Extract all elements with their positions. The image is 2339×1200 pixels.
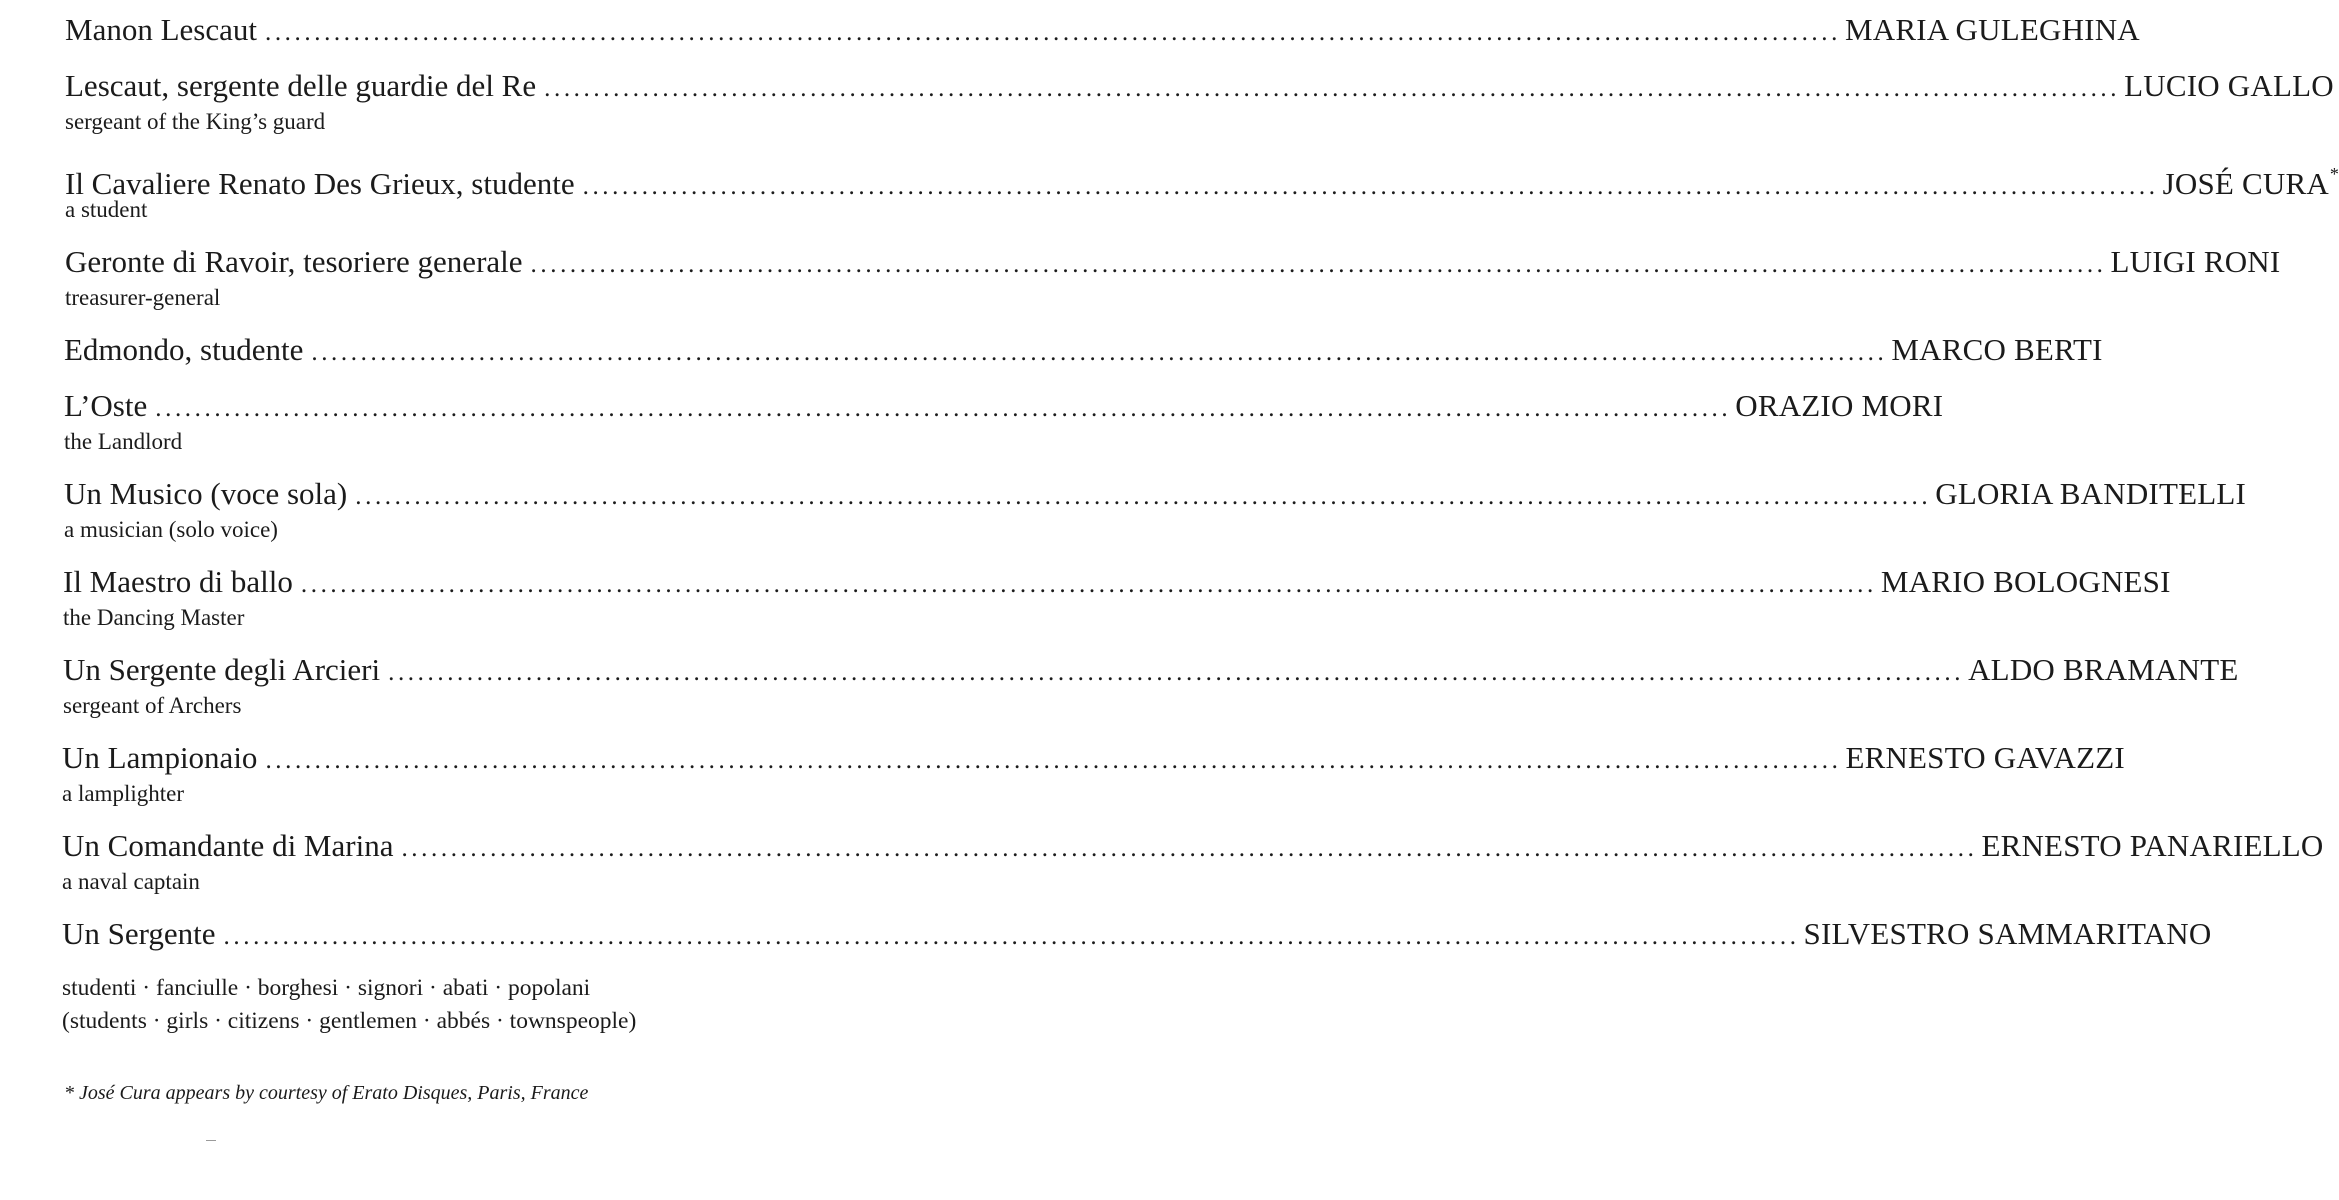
role-name: Un Sergente degli Arcieri [63,652,381,687]
role-name: Il Cavaliere Renato Des Grieux, studente [65,166,575,201]
performer-name: SILVESTRO SAMMARITANO [1803,916,2212,951]
performer-name: MARIA GULEGHINA [1844,12,2140,47]
role-line [65,242,2281,282]
dot-leader: ................................................................................................................................................................ [264,19,1841,46]
footnote: * José Cura appears by courtesy of Erato Disques, Paris, France [64,1082,589,1104]
role-name: Un Lampionaio [62,740,258,775]
role-line [64,330,2103,370]
role-name: Un Sergente [62,916,216,951]
role-line [65,66,2334,106]
performer-name: MARCO BERTI [1891,332,2103,367]
chorus-italian: studenti · fanciulle · borghesi · signori · abati · popolani [62,975,591,1001]
performer-name-text: JOSÉ CURA [2162,166,2329,201]
dot-leader: ................................................................................................................................................................ [544,75,2121,102]
dot-leader: ................................................................................................................................................................ [300,571,1877,598]
dot-leader: ................................................................................................................................................................ [265,747,1842,774]
dot-leader: ................................................................................................................................................................ [155,395,1732,422]
role-line [63,562,2171,602]
role-translation: a musician (solo voice) [64,517,278,542]
role-line [63,650,2239,690]
role-line [65,154,2339,201]
role-name: Un Musico (voce sola) [64,476,348,511]
role-translation: a naval captain [62,869,200,894]
role-translation: the Landlord [64,429,183,454]
role-line [65,10,2140,50]
role-translation: sergeant of the King’s guard [65,109,326,134]
performer-name: LUCIO GALLO [2124,68,2334,103]
role-line [62,826,2324,866]
role-name: Lescaut, sergente delle guardie del Re [65,68,537,103]
dot-leader: ................................................................................................................................................................ [582,173,2159,200]
role-line [64,386,1944,426]
footnote-marker: * [2329,164,2339,184]
performer-name [2163,154,2339,204]
performer-name: LUIGI RONI [2110,244,2281,279]
role-translation: treasurer-general [65,285,221,310]
role-translation: a lamplighter [62,781,184,806]
dot-leader: ................................................................................................................................................................ [223,923,1800,950]
role-name: Manon Lescaut [65,12,257,47]
dot-leader: ................................................................................................................................................................ [355,483,1932,510]
dot-leader: ................................................................................................................................................................ [401,835,1978,862]
role-name: Edmondo, studente [64,332,304,367]
role-translation: sergeant of Archers [63,693,242,718]
dot-leader: ................................................................................................................................................................ [311,339,1888,366]
role-line [62,738,2125,778]
scan-mark [206,1140,216,1141]
performer-name: ALDO BRAMANTE [1968,652,2239,687]
role-translation: the Dancing Master [63,605,245,630]
role-name: L’Oste [64,388,148,423]
chorus-english: (students · girls · citizens · gentlemen · abbés · townspeople) [62,1008,637,1034]
performer-name: ORAZIO MORI [1735,388,1944,423]
dot-leader: ................................................................................................................................................................ [388,659,1965,686]
role-line [62,914,2212,954]
role-name: Il Maestro di ballo [63,564,293,599]
role-name: Un Comandante di Marina [62,828,394,863]
performer-name: ERNESTO GAVAZZI [1845,740,2125,775]
chorus-list [62,972,636,1038]
performer-name: GLORIA BANDITELLI [1935,476,2247,511]
role-line [64,474,2247,514]
performer-name: ERNESTO PANARIELLO [1981,828,2324,863]
dot-leader: ................................................................................................................................................................ [530,251,2107,278]
role-translation: a student [65,197,148,222]
performer-name: MARIO BOLOGNESI [1880,564,2171,599]
role-name: Geronte di Ravoir, tesoriere generale [65,244,523,279]
